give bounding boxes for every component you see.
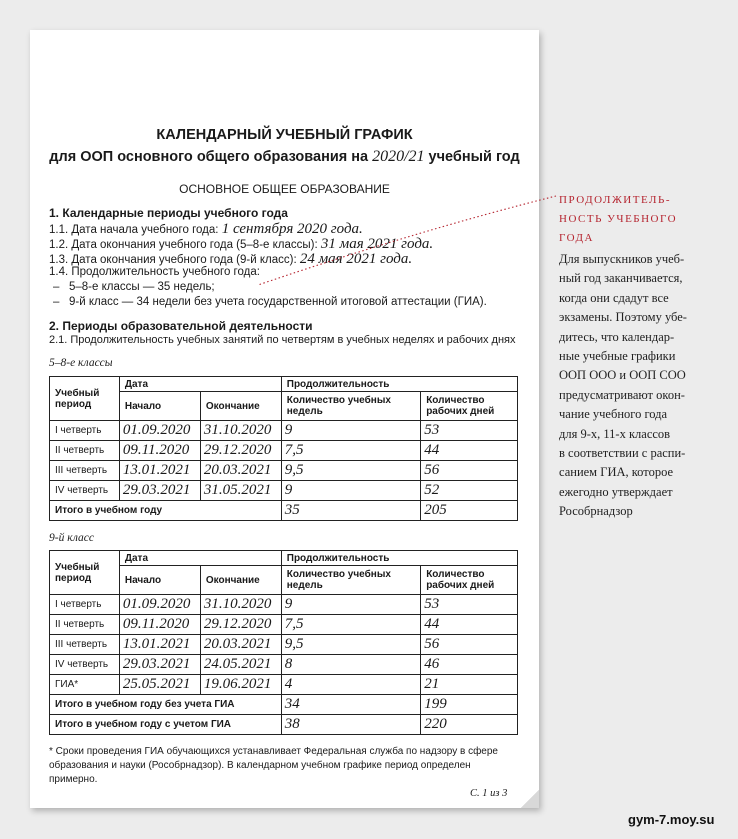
cell-weeks: 9,5 xyxy=(281,461,420,481)
cell-end: 29.12.2020 xyxy=(200,615,281,635)
header-weeks: Количество учебных недель xyxy=(281,392,420,421)
sidebar-line: когда они сдадут все xyxy=(559,290,669,305)
cell-period: I четверть xyxy=(50,595,120,615)
sidebar-line: экзамены. Поэтому убе- xyxy=(559,310,687,325)
cell-weeks: 9 xyxy=(281,481,420,501)
cell-end: 20.03.2021 xyxy=(200,635,281,655)
line-1-4-a: 5–8-е классы — 35 недель; xyxy=(69,281,215,293)
cell-period: III четверть xyxy=(50,461,120,481)
sidebar-line: чание учебного года xyxy=(559,407,668,422)
cell-weeks: 9 xyxy=(281,595,420,615)
cell-period: IV четверть xyxy=(50,655,120,675)
cell-weeks: 7,5 xyxy=(281,441,420,461)
section-title: ОСНОВНОЕ ОБЩЕЕ ОБРАЗОВАНИЕ xyxy=(179,182,390,196)
cell-period: ГИА* xyxy=(50,675,120,695)
header-start: Начало xyxy=(119,392,200,421)
cell-total-weeks: 34 xyxy=(281,695,420,715)
cell-start: 01.09.2020 xyxy=(119,421,200,441)
cell-total-days: 199 xyxy=(421,695,518,715)
cell-period: IV четверть xyxy=(50,481,120,501)
cell-start: 01.09.2020 xyxy=(119,595,200,615)
sidebar-line: ные учебные графики xyxy=(559,349,676,364)
cell-days: 21 xyxy=(421,675,518,695)
cell-days: 44 xyxy=(421,615,518,635)
table-1-label: 5–8-е классы xyxy=(49,357,113,369)
header-days: Количество рабочих дней xyxy=(421,392,518,421)
cell-end: 19.06.2021 xyxy=(200,675,281,695)
cell-weeks: 7,5 xyxy=(281,615,420,635)
subtitle-text-b: учебный год xyxy=(424,149,520,165)
cell-total-weeks: 35 xyxy=(281,501,420,521)
line-1-3-label: 1.3. Дата окончания учебного года (9-й класс): xyxy=(49,254,300,266)
subtitle-year: 2020/21 xyxy=(372,148,425,165)
cell-start: 29.03.2021 xyxy=(119,481,200,501)
cell-total-label: Итого в учебном году xyxy=(50,501,282,521)
sidebar-line: ный год заканчивается, xyxy=(559,271,683,286)
sidebar-line: для 9-х, 11-х классов xyxy=(559,426,671,441)
sidebar-line: предусматривают окон- xyxy=(559,387,685,402)
section-1-heading: 1. Календарные периоды учебного года xyxy=(49,206,288,220)
line-1-2-label: 1.2. Дата окончания учебного года (5–8-е классы): xyxy=(49,239,321,251)
sidebar-line: Рособрнадзор xyxy=(559,504,633,519)
cell-period: II четверть xyxy=(50,441,120,461)
sidebar-line: Для выпускников учеб- xyxy=(559,252,685,266)
cell-total-label: Итого в учебном году без учета ГИА xyxy=(50,695,282,715)
cell-start: 09.11.2020 xyxy=(119,441,200,461)
section-2-heading: 2. Периоды образовательной деятельности xyxy=(49,319,313,333)
sidebar-line: санием ГИА, которое xyxy=(559,465,674,480)
cell-weeks: 8 xyxy=(281,655,420,675)
bullet-dash: – xyxy=(53,296,60,308)
cell-weeks: 9 xyxy=(281,421,420,441)
header-weeks: Количество учебных недель xyxy=(281,566,420,595)
sidebar-heading-line: НОСТЬ УЧЕБНОГО xyxy=(559,213,678,225)
cell-start: 13.01.2021 xyxy=(119,635,200,655)
cell-end: 31.10.2020 xyxy=(200,595,281,615)
cell-start: 09.11.2020 xyxy=(119,615,200,635)
cell-days: 52 xyxy=(421,481,518,501)
cell-start: 13.01.2021 xyxy=(119,461,200,481)
header-duration: Продолжительность xyxy=(281,551,517,566)
header-date: Дата xyxy=(119,377,281,392)
sidebar-line: в соответствии с распи- xyxy=(559,446,686,461)
sidebar-note xyxy=(559,250,719,522)
line-1-1-value: 1 сентября 2020 года. xyxy=(221,221,363,237)
line-1-3-value: 24 мая 2021 года. xyxy=(299,251,413,267)
header-start: Начало xyxy=(119,566,200,595)
cell-total-label: Итого в учебном году с учетом ГИА xyxy=(50,715,282,735)
line-1-2-value: 31 мая 2021 года. xyxy=(320,236,434,252)
header-date: Дата xyxy=(119,551,281,566)
cell-days: 53 xyxy=(421,595,518,615)
bullet-dash: – xyxy=(53,281,60,293)
sidebar-line: ежегодно утверждает xyxy=(559,484,673,499)
header-end: Окончание xyxy=(200,566,281,595)
sidebar-heading-line: ПРОДОЛЖИТЕЛЬ- xyxy=(559,194,671,206)
sidebar-heading-line: ГОДА xyxy=(559,232,594,244)
line-1-1-label: 1.1. Дата начала учебного года: xyxy=(49,224,222,236)
cell-end: 31.10.2020 xyxy=(200,421,281,441)
cell-end: 29.12.2020 xyxy=(200,441,281,461)
sidebar-heading xyxy=(559,191,719,248)
cell-days: 56 xyxy=(421,461,518,481)
cell-start: 25.05.2021 xyxy=(119,675,200,695)
cell-weeks: 4 xyxy=(281,675,420,695)
table-2-label: 9-й класс xyxy=(49,532,94,544)
sidebar-line: ООП ООО и ООП СОО xyxy=(559,368,686,383)
line-2-1: 2.1. Продолжительность учебных занятий по четвертям в учебных неделях и рабочих днях xyxy=(49,334,516,346)
cell-days: 53 xyxy=(421,421,518,441)
cell-days: 44 xyxy=(421,441,518,461)
watermark: gym-7.moy.su xyxy=(628,812,715,827)
line-1-4-b: 9-й класс — 34 недели без учета государственной итоговой аттестации (ГИА). xyxy=(69,296,487,308)
cell-days: 46 xyxy=(421,655,518,675)
cell-end: 24.05.2021 xyxy=(200,655,281,675)
cell-end: 31.05.2021 xyxy=(200,481,281,501)
cell-period: III четверть xyxy=(50,635,120,655)
doc-title: КАЛЕНДАРНЫЙ УЧЕБНЫЙ ГРАФИК xyxy=(156,127,413,143)
cell-weeks: 9,5 xyxy=(281,635,420,655)
cell-period: I четверть xyxy=(50,421,120,441)
cell-period: II четверть xyxy=(50,615,120,635)
sidebar-line: дитесь, что календар- xyxy=(559,329,675,344)
cell-total-days: 220 xyxy=(421,715,518,735)
page-number: С. 1 из 3 xyxy=(470,788,508,799)
cell-start: 29.03.2021 xyxy=(119,655,200,675)
cell-total-days: 205 xyxy=(421,501,518,521)
header-duration: Продолжительность xyxy=(281,377,517,392)
line-1-4: 1.4. Продолжительность учебного года: xyxy=(49,266,260,278)
dotted-connector xyxy=(258,196,556,285)
cell-end: 20.03.2021 xyxy=(200,461,281,481)
header-days: Количество рабочих дней xyxy=(421,566,518,595)
header-period: Учебный период xyxy=(50,551,120,595)
subtitle-text-a: для ООП основного общего образования на xyxy=(49,149,373,165)
cell-days: 56 xyxy=(421,635,518,655)
header-end: Окончание xyxy=(200,392,281,421)
header-period: Учебный период xyxy=(50,377,120,421)
footnote: * Сроки проведения ГИА обучающихся устанавливает Федеральная служба по надзору в сфере образования и науки (Рособрнадзор). В календарном учебном графике период определен примерно. xyxy=(49,746,498,785)
cell-total-weeks: 38 xyxy=(281,715,420,735)
